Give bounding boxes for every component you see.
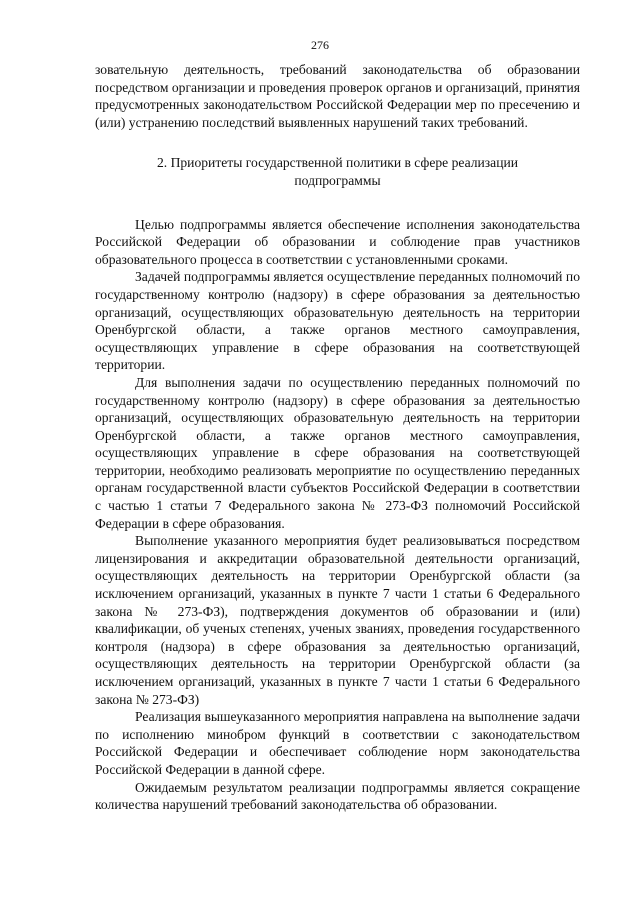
- paragraph-goal: Целью подпрограммы является обеспечение исполнения законодательства Российской Федерации об образовании и соблюдение прав участников образовательного процесса в соответствии с установленными сроками.: [95, 216, 580, 267]
- paragraph-expected-result: Ожидаемым результатом реализации подпрограммы является сокращение количества нарушений требований законодательства об образовании.: [95, 779, 580, 813]
- page-number: 276: [311, 38, 329, 52]
- paragraph-realization: Реализация вышеуказанного мероприятия направлена на выполнение задачи по исполнению минобром функций в соответствии с законодательством Российской Федерации и обеспечивает соблюдение норм законодательства Российской Федерации в данной сфере.: [95, 709, 580, 777]
- paragraph-implementation: Выполнение указанного мероприятия будет реализовываться посредством лицензирования и аккредитации образовательной деятельности организаций, осуществляющих деятельность на территории Оренбургской области (за исключением организаций, указанных в пункте 7 части 1 статьи 6 Федерального закона № 273-ФЗ), подтверждения документов об образовании и (или) квалификации, об ученых степенях, ученых званиях, проведения государственного контроля (надзора) в сфере образования за деятельностью организаций, осуществляющих деятельность на территории Оренбургской области (за исключением организаций, указанных в пункте 7 части 1 статьи 6 Федерального закона № 273-ФЗ): [95, 533, 580, 707]
- document-body: [95, 61, 580, 814]
- section-heading: 2. Приоритеты государственной политики в сфере реализации подпрограммы: [156, 155, 519, 188]
- intro-paragraph: зовательную деятельность, требований законодательства об образовании посредством организации и проведения проверок органов и организаций, принятия предусмотренных законодательством Российской Федерации мер по пресечению и (или) устранению последствий выявленных нарушений таких требований.: [95, 62, 580, 130]
- paragraph-measures: Для выполнения задачи по осуществлению переданных полномочий по государственному контролю (надзору) в сфере образования за деятельностью организаций, осуществляющих образовательную деятельность на территории Оренбургской области, а также органов местного самоуправления, осуществляющих управление в сфере образования на соответствующей территории, необходимо реализовать мероприятие по осуществлению переданных органам государственной власти субъектов Российской Федерации в соответствии с частью 1 статьи 7 Федерального закона № 273-ФЗ полномочий Российской Федерации в сфере образования.: [95, 374, 580, 531]
- paragraph-task: Задачей подпрограммы является осуществление переданных полномочий по государственному контролю (надзору) в сфере образования за деятельностью организаций, осуществляющих образовательную деятельность на территории Оренбургской области, а также органов местного самоуправления, осуществляющих управление в сфере образования на соответствующей территории.: [95, 269, 580, 373]
